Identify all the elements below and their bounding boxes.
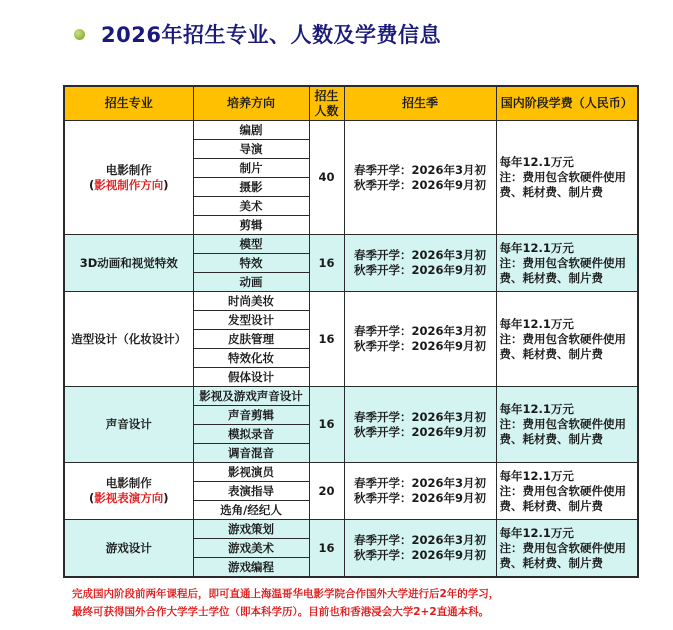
season-cell: 春季开学：2026年3月初 秋季开学：2026年9月初 [344,121,496,235]
direction-cell: 游戏美术 [193,539,309,558]
fee-cell: 每年12.1万元 注：费用包含软硬件使用 费、耗材费、制片费 [496,292,638,387]
count-cell: 16 [309,235,344,292]
footnote [72,585,499,621]
direction-cell: 编剧 [193,121,309,140]
direction-cell: 调音混音 [193,444,309,463]
major-cell: 3D动画和视觉特效 [64,235,193,292]
major-cell: 造型设计（化妆设计） [64,292,193,387]
fee-cell: 每年12.1万元 注：费用包含软硬件使用 费、耗材费、制片费 [496,520,638,578]
table-header-row [64,86,638,121]
header-fee: 国内阶段学费（人民币） [496,86,638,121]
footnote-line-1: 完成国内阶段前两年课程后，即可直通上海温哥华电影学院合作国外大学进行后2年的学习， [72,588,500,600]
direction-cell: 游戏编程 [193,558,309,578]
major-sub-direction: 影视制作方向 [94,177,164,192]
bullet-icon [74,29,85,40]
admissions-table [63,85,639,578]
count-cell: 16 [309,387,344,463]
direction-cell: 表演指导 [193,482,309,501]
fee-cell: 每年12.1万元 注：费用包含软硬件使用 费、耗材费、制片费 [496,463,638,520]
page-title: 2026年招生专业、人数及学费信息 [101,23,441,47]
season-cell: 春季开学：2026年3月初 秋季开学：2026年9月初 [344,520,496,578]
direction-cell: 剪辑 [193,216,309,235]
major-cell: 声音设计 [64,387,193,463]
fee-cell: 每年12.1万元 注：费用包含软硬件使用 费、耗材费、制片费 [496,121,638,235]
direction-cell: 影视演员 [193,463,309,482]
direction-cell: 声音剪辑 [193,406,309,425]
season-cell: 春季开学：2026年3月初 秋季开学：2026年9月初 [344,292,496,387]
header-count: 招生 人数 [309,86,344,121]
season-cell: 春季开学：2026年3月初 秋季开学：2026年9月初 [344,463,496,520]
direction-cell: 游戏策划 [193,520,309,539]
fee-cell: 每年12.1万元 注：费用包含软硬件使用 费、耗材费、制片费 [496,387,638,463]
direction-cell: 模拟录音 [193,425,309,444]
direction-cell: 皮肤管理 [193,330,309,349]
fee-cell: 每年12.1万元 注：费用包含软硬件使用 费、耗材费、制片费 [496,235,638,292]
direction-cell: 发型设计 [193,311,309,330]
header-major: 招生专业 [64,86,193,121]
count-cell: 16 [309,520,344,578]
season-cell: 春季开学：2026年3月初 秋季开学：2026年9月初 [344,235,496,292]
direction-cell: 摄影 [193,178,309,197]
major-cell: 游戏设计 [64,520,193,578]
season-cell: 春季开学：2026年3月初 秋季开学：2026年9月初 [344,387,496,463]
direction-cell: 模型 [193,235,309,254]
table-row [64,387,638,406]
count-cell: 40 [309,121,344,235]
direction-cell: 特效化妆 [193,349,309,368]
direction-cell: 选角/经纪人 [193,501,309,520]
page-heading [74,18,441,50]
major-cell: 电影制作 (影视制作方向) [64,121,193,235]
direction-cell: 特效 [193,254,309,273]
direction-cell: 时尚美妆 [193,292,309,311]
major-sub-direction: 影视表演方向 [94,491,164,505]
major-cell: 电影制作 (影视表演方向) [64,463,193,520]
table-row [64,463,638,482]
count-cell: 16 [309,292,344,387]
direction-cell: 美术 [193,197,309,216]
direction-cell: 导演 [193,140,309,159]
table-row [64,121,638,140]
header-direction: 培养方向 [193,86,309,121]
direction-cell: 制片 [193,159,309,178]
count-cell: 20 [309,463,344,520]
table-row [64,292,638,311]
direction-cell: 假体设计 [193,368,309,387]
direction-cell: 影视及游戏声音设计 [193,387,309,406]
header-season: 招生季 [344,86,496,121]
table-row [64,520,638,539]
footnote-line-2: 最终可获得国外合作大学学士学位（即本科学历）。目前也和香港浸会大学2+2直通本科。 [72,606,490,618]
direction-cell: 动画 [193,273,309,292]
table-row [64,235,638,254]
